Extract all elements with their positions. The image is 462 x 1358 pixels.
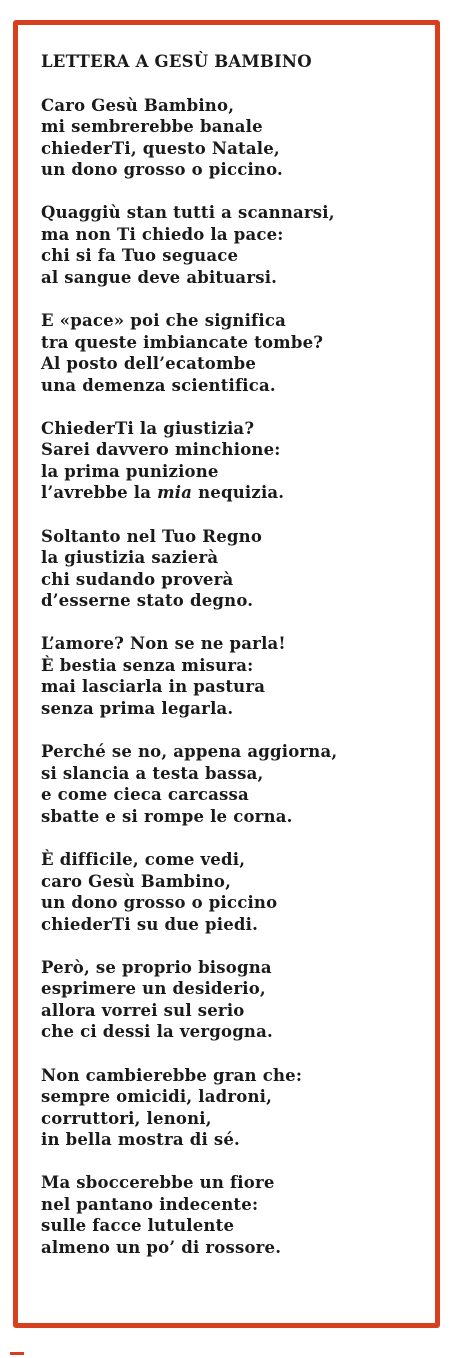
poem-title: LETTERA A GESÙ BAMBINO	[41, 52, 312, 71]
verse-line: una demenza scientifica.	[41, 375, 276, 395]
verse-line: nel pantano indecente:	[41, 1194, 259, 1214]
verse-line: al sangue deve abituarsi.	[41, 267, 278, 287]
verse-line: caro Gesù Bambino,	[41, 871, 232, 891]
verse-line: ChiederTi la giustizia?	[41, 418, 255, 438]
verse-line: senza prima legarla.	[41, 698, 234, 718]
verse-line: in bella mostra di sé.	[41, 1130, 241, 1150]
verse-line: corruttori, lenoni,	[41, 1108, 212, 1128]
verse-line: chi sudando proverà	[41, 569, 234, 589]
verse-line: Al posto dell’ecatombe	[41, 354, 257, 374]
verse-line: chiederTi, questo Natale,	[41, 138, 280, 158]
stanza-5	[41, 526, 431, 612]
stanza-3	[41, 310, 431, 396]
verse-line: sbatte e si rompe le corna.	[41, 806, 293, 826]
verse-fragment: l’avrebbe la	[41, 483, 158, 503]
verse-line: Perché se no, appena aggiorna,	[41, 742, 338, 762]
verse-line: sulle facce lutulente	[41, 1216, 235, 1236]
frame-stroke-mark	[10, 1352, 24, 1355]
verse-line: Però, se proprio bisogna	[41, 957, 272, 977]
verse-fragment: nequizia.	[192, 483, 285, 503]
verse-line: si slancia a testa bassa,	[41, 763, 264, 783]
verse-line: Quaggiù stan tutti a scannarsi,	[41, 203, 335, 223]
poem	[41, 51, 431, 1280]
verse-line: ma non Ti chiedo la pace:	[41, 224, 284, 244]
verse-line: mai lasciarla in pastura	[41, 677, 266, 697]
verse-line: È difficile, come vedi,	[41, 850, 246, 870]
stanza-1	[41, 95, 431, 181]
verse-line: d’esserne stato degno.	[41, 591, 254, 611]
verse-line: Caro Gesù Bambino,	[41, 95, 235, 115]
verse-line: E «pace» poi che significa	[41, 311, 286, 331]
verse-line: allora vorrei sul serio	[41, 1000, 245, 1020]
verse-line: Non cambierebbe gran che:	[41, 1065, 303, 1085]
verse-line: tra queste imbiancate tombe?	[41, 332, 324, 352]
stanza-2	[41, 202, 431, 288]
verse-line	[41, 482, 431, 504]
verse-line: Sarei davvero minchione:	[41, 440, 281, 460]
verse-line: e come cieca carcassa	[41, 785, 249, 805]
stanza-9	[41, 957, 431, 1043]
verse-line: Ma sboccerebbe un fiore	[41, 1173, 275, 1193]
verse-line: mi sembrerebbe banale	[41, 117, 263, 136]
verse-line: un dono grosso o piccino.	[41, 160, 283, 179]
verse-line: È bestia senza misura:	[41, 655, 254, 675]
verse-line: Soltanto nel Tuo Regno	[41, 526, 263, 546]
verse-line: chi si fa Tuo seguace	[41, 246, 239, 266]
stanza-4	[41, 418, 431, 504]
stanza-7	[41, 741, 431, 827]
verse-line: L’amore? Non se ne parla!	[41, 634, 286, 654]
stanza-8	[41, 849, 431, 935]
verse-line: che ci dessi la vergogna.	[41, 1022, 273, 1042]
verse-line: chiederTi su due piedi.	[41, 914, 259, 934]
verse-line: la giustizia sazierà	[41, 548, 219, 568]
verse-line: la prima punizione	[41, 461, 219, 481]
verse-line: un dono grosso o piccino	[41, 893, 278, 913]
verse-line: almeno un po’ di rossore.	[41, 1237, 282, 1257]
verse-line: sempre omicidi, ladroni,	[41, 1087, 273, 1107]
stanza-11	[41, 1172, 431, 1258]
stanza-6	[41, 633, 431, 719]
stanza-10	[41, 1065, 431, 1151]
verse-line: esprimere un desiderio,	[41, 979, 266, 999]
italic-word: mia	[157, 483, 193, 503]
